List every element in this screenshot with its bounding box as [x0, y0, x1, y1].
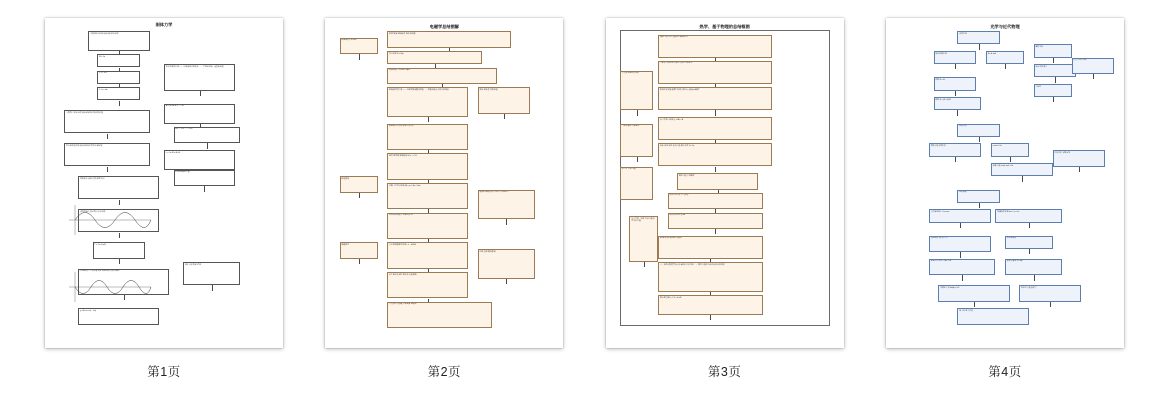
diagram-node: 熵 熵增加原理 ΔS = ∫ dQ/T — [658, 236, 763, 259]
diagram-node: J = ∫ r² dm — [97, 87, 140, 100]
diagram-node: 转动惯量的计算 一、质量连续分布刚体 二、平行轴定理、垂直轴定理 — [164, 64, 235, 90]
diagram-node: 光电效应 hν = ½mv² + A — [929, 259, 996, 276]
diagram-node: 热力学第二定律 可逆过程与不可逆过程 — [629, 216, 658, 262]
diagram-node: 力矩的功 转动动能 刚体定轴转动的动能定理 — [64, 110, 150, 133]
diagram-node: 光的衍射 — [957, 124, 1000, 137]
diagram-node: y = A cos ω(t − x/u) — [78, 308, 159, 325]
diagram-node: 光的偏振 — [957, 190, 1000, 203]
diagram-node: A = ½ J ω² − ½ J ω₀² — [174, 127, 241, 144]
diagram-node: 玻尔兹曼熵公式 S = k lnΩ — [658, 295, 763, 315]
page-sheet-2[interactable] — [325, 18, 563, 348]
diagram-canvas-1 — [45, 18, 283, 348]
diagram-node: 法拉第电磁感应定律 ε = − dΦ/dt — [387, 242, 468, 268]
diagram-canvas-2 — [325, 18, 563, 348]
diagram-canvas-4 — [886, 18, 1124, 348]
page-sheet-1[interactable] — [45, 18, 283, 348]
diagram-node: 制冷系数 w = Q₂/A — [668, 213, 763, 230]
diagram-node: 圆孔衍射 分辨本领 — [1053, 150, 1105, 167]
diagram-node: 自感 互感 磁场能量 — [478, 249, 535, 279]
diagram-node: J = Σ m r² — [97, 71, 140, 84]
diagram-node: 电荷 电场 电场强度 电势 电势能 — [387, 31, 511, 48]
diagram-node: 明纹 Δ = kλ — [934, 77, 977, 90]
diagram-node: 薄膜干涉 — [1034, 44, 1072, 57]
page-label-2: 第2页 — [427, 365, 462, 379]
diagram-node: 动生电动势 感生电动势 涡旋电场 — [387, 272, 468, 298]
diagram-node: 等体 等压 等温 绝热过程 摩尔热容 Cv Cp — [658, 143, 772, 166]
diagram-node: 电磁感应 — [340, 242, 378, 259]
diagram-node: 角动量守恒定律 刚体定轴转动的角动量定理 — [64, 143, 150, 166]
diagram-node: 薛定谔方程 氢原子 — [1019, 285, 1081, 302]
page-label-4: 第4页 — [988, 365, 1022, 379]
diagram-node: 高斯定理 ∮ E·dS = Σq/ε₀ — [387, 68, 496, 85]
page-label-1: 第1页 — [147, 365, 181, 379]
diagram-node: 力矩和转动惯量 刚体定轴转动定律 — [88, 31, 150, 51]
diagram-title-3: 热学、基于物理的总结框图 — [699, 24, 750, 29]
diagram-node: 暗纹 Δ = (2k+1)λ/2 — [934, 97, 982, 110]
page-label-3: 第3页 — [707, 365, 742, 379]
diagram-node: 旋转矢量法 振动的合成与分解 — [78, 209, 159, 232]
diagram-canvas-3 — [606, 18, 844, 348]
diagram-node: 光的干涉 — [957, 31, 1000, 44]
diagram-node: 布儒斯特定律 tan i₀ = n₂/n₁ — [995, 209, 1062, 222]
diagram-node: 简谐振动 振幅 周期 频率 相位 — [78, 176, 159, 199]
diagram-node: 麦克斯韦速率分布律 — [620, 71, 653, 111]
diagram-node: T = 2π √(m/k) — [93, 242, 145, 259]
diagram-node: 静电场的基本规律 — [340, 38, 378, 55]
diagram-title-2: 电磁学总结图解 — [429, 24, 459, 29]
diagram-node: 波动方程 能量 驻波 — [183, 262, 240, 285]
diagram-title-4: 光学与近代物理 — [990, 24, 1020, 29]
diagram-node: 马吕斯定律 I = I₀cos²α — [929, 209, 991, 222]
diagram-node: 热力学 基本过程 — [620, 167, 653, 200]
diagram-node: 牛顿环 — [1034, 84, 1072, 97]
waveform-graphic-1 — [67, 203, 153, 237]
diagram-node: 稳恒磁场 — [340, 176, 378, 193]
diagram-node: 一、系统内能的变化由热量和功共同决定 二、循环过程净功等于曲线所围面积 — [658, 262, 763, 292]
page-sheet-3[interactable] — [606, 18, 844, 348]
page-thumbnail-4[interactable] — [869, 18, 1141, 380]
diagram-node: L = Jω M = dL/dt — [164, 150, 235, 170]
diagram-node: 德布罗意波 λ = h/p — [1005, 259, 1062, 276]
page-thumbnail-1[interactable] — [28, 18, 300, 380]
page-thumbnail-2[interactable] — [308, 18, 580, 380]
diagram-node: 黑体辐射 普朗克公式 — [929, 236, 991, 253]
diagram-node: 安培环路定理 ∮ B·dl = μ₀ ΣI — [387, 213, 468, 239]
diagram-node: 电势 电势差 环路定理 — [478, 87, 530, 113]
diagram-node: 杨氏双缝干涉 — [934, 51, 977, 64]
diagram-node: x = A cos(ωt + φ) — [174, 170, 236, 187]
diagram-node: 毕奥－萨伐尔定律 dB = μ₀ I dl×r / 4πr³ — [387, 183, 468, 209]
diagram-node: 气体动理论 基本概念 — [620, 124, 653, 157]
diagram-node: M = Jα — [97, 54, 140, 67]
diagram-node: 单缝夫琅禾费衍射 — [929, 143, 981, 156]
diagram-node: 等厚干涉 劈尖 — [1034, 64, 1077, 77]
diagram-node: 循环过程 卡诺循环 — [677, 173, 758, 190]
diagram-node: 光栅方程 (a+b) sinθ = kλ — [991, 163, 1053, 176]
waveform-graphic-2 — [67, 270, 153, 304]
diagram-node: 量子数 电子自旋 — [957, 308, 1028, 325]
diagram-node: 康普顿散射 — [1005, 236, 1053, 249]
diagram-node: 能量均分定理 理想气体的内能 E = (i/2)(m/M)RT — [658, 87, 772, 110]
diagram-node: 麦克斯韦方程组 位移电流 电磁波 — [387, 302, 492, 328]
diagram-node: Δ = d sinθ — [986, 51, 1024, 64]
diagram-node: 热机效率 η = 1 − Q₂/Q₁ — [668, 193, 763, 210]
diagram-node: a sinθ = kλ — [991, 143, 1029, 156]
diagram-node: 库仑定律 E = F/q₀ — [387, 51, 482, 64]
diagram-node: A = ∫ M dθ E = ½ J ω² — [164, 104, 235, 124]
diagram-node: 热力学第一定律 Q = ΔE + A — [658, 117, 772, 140]
diagram-node: 电容 电容器 电场能量 W = ½ CU² — [387, 153, 468, 179]
diagram-node: 理想气体状态方程 pV = (m/M) RT — [658, 35, 772, 58]
diagram-node: 电场强度的计算 一、点电荷场强叠加原理 二、高斯定理求对称分布场强 — [387, 87, 468, 117]
diagram-node: 机械波的产生与传播 波长 波速 波的周期与频率 — [78, 269, 168, 295]
diagram-node: 迈克耳孙干涉仪 — [1072, 58, 1115, 75]
diagram-node: 气体分子运动论 压强公式 p = ⅓ n m v² — [658, 61, 772, 84]
diagram-node: 磁场对电流的作用 安培力 洛伦兹力 — [478, 190, 535, 220]
diagram-node: 静电场中的导体 静电平衡条件 — [387, 124, 468, 150]
page-sheet-4[interactable] — [886, 18, 1124, 348]
diagram-title-1: 刚体力学 — [155, 22, 173, 27]
page-thumbnail-3[interactable] — [589, 18, 861, 380]
diagram-node: 不确定关系 ΔxΔp ≥ ħ/2 — [938, 285, 1009, 302]
